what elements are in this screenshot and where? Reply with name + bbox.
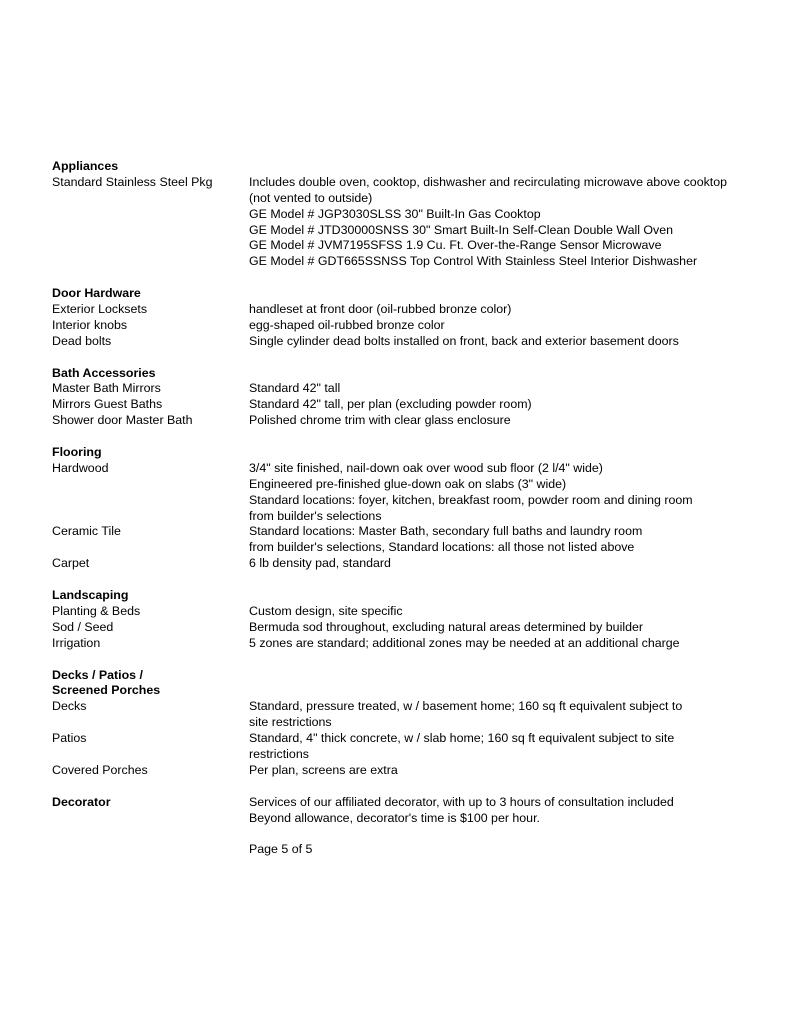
section-heading: Screened Porches	[52, 683, 161, 698]
spec-value: Custom design, site specific	[249, 603, 403, 618]
spec-value: site restrictions	[249, 715, 332, 730]
section-heading-door-hardware	[52, 286, 752, 302]
spec-row-interior-knobs	[52, 318, 752, 334]
spec-row-continuation	[52, 509, 752, 525]
spec-row-continuation	[52, 811, 752, 827]
section-heading: Decks / Patios /	[52, 667, 143, 682]
section-heading: Bath Accessories	[52, 365, 156, 380]
spec-row-continuation	[52, 747, 752, 763]
spec-label: Planting & Beds	[52, 603, 141, 618]
spec-row-hardwood	[52, 461, 752, 477]
section-heading: Landscaping	[52, 588, 129, 603]
spec-label: Irrigation	[52, 635, 101, 650]
section-heading-flooring	[52, 445, 752, 461]
spec-value: Beyond allowance, decorator's time is $100 per hour.	[249, 810, 540, 825]
spec-row-covered-porches	[52, 763, 752, 779]
spec-row-continuation	[52, 715, 752, 731]
spec-row-irrigation	[52, 636, 752, 652]
spec-document	[52, 159, 752, 858]
spec-row-decorator	[52, 795, 752, 811]
spec-value: GE Model # GDT665SSNSS Top Control With Stainless Steel Interior Dishwasher	[249, 254, 698, 269]
spec-value: Includes double oven, cooktop, dishwasher and recirculating microwave above cooktop	[249, 174, 728, 189]
spec-label: Hardwood	[52, 460, 109, 475]
spec-label: Carpet	[52, 556, 90, 571]
spec-label: Shower door Master Bath	[52, 413, 193, 428]
spec-row-dead-bolts	[52, 334, 752, 350]
spec-value: handleset at front door (oil-rubbed bronze color)	[249, 302, 512, 317]
spec-label: Sod / Seed	[52, 619, 114, 634]
section-heading-decks-patios	[52, 668, 752, 684]
section-heading: Decorator	[52, 794, 111, 809]
spec-value: Standard 42" tall, per plan (excluding powder room)	[249, 397, 532, 412]
spec-value: GE Model # JGP3030SLSS 30" Built-In Gas Cooktop	[249, 206, 541, 221]
spec-label: Ceramic Tile	[52, 524, 121, 539]
spec-label: Master Bath Mirrors	[52, 381, 161, 396]
spacer	[52, 652, 752, 668]
spec-value: Standard, 4" thick concrete, w / slab home; 160 sq ft equivalent subject to site	[249, 731, 675, 746]
spec-row-shower-door	[52, 413, 752, 429]
section-heading-landscaping	[52, 588, 752, 604]
spec-value: Bermuda sod throughout, excluding natural areas determined by builder	[249, 619, 643, 634]
page-footer	[52, 842, 752, 858]
spec-row-continuation	[52, 207, 752, 223]
section-heading-bath-accessories	[52, 366, 752, 382]
spacer	[52, 270, 752, 286]
spec-row-master-bath-mirrors	[52, 381, 752, 397]
section-heading: Door Hardware	[52, 286, 141, 301]
spec-value: Standard locations: Master Bath, secondary full baths and laundry room	[249, 524, 643, 539]
spacer	[52, 826, 752, 842]
spec-value: Single cylinder dead bolts installed on front, back and exterior basement doors	[249, 333, 679, 348]
section-heading-screened-porches	[52, 683, 752, 699]
spec-row-patios	[52, 731, 752, 747]
spec-label: Decks	[52, 699, 87, 714]
spec-value: Standard locations: foyer, kitchen, breakfast room, powder room and dining room	[249, 492, 693, 507]
spec-row-stainless-pkg	[52, 175, 752, 191]
spec-row-continuation	[52, 223, 752, 239]
spec-value: GE Model # JVM7195SFSS 1.9 Cu. Ft. Over-the-Range Sensor Microwave	[249, 238, 662, 253]
spec-label: Interior knobs	[52, 317, 128, 332]
spec-label: Dead bolts	[52, 333, 112, 348]
spec-value: Per plan, screens are extra	[249, 762, 398, 777]
spacer	[52, 350, 752, 366]
section-heading-appliances	[52, 159, 752, 175]
spacer	[52, 572, 752, 588]
spec-value: from builder's selections	[249, 508, 382, 523]
spec-label: Mirrors Guest Baths	[52, 397, 163, 412]
spec-value: 3/4" site finished, nail-down oak over wood sub floor (2 l/4" wide)	[249, 460, 603, 475]
spec-row-ceramic-tile	[52, 524, 752, 540]
spec-value: egg-shaped oil-rubbed bronze color	[249, 317, 445, 332]
spec-row-carpet	[52, 556, 752, 572]
section-heading: Appliances	[52, 159, 119, 173]
spec-value: Polished chrome trim with clear glass enclosure	[249, 413, 511, 428]
section-heading: Flooring	[52, 445, 102, 460]
spec-row-continuation	[52, 238, 752, 254]
spec-value: restrictions	[249, 746, 309, 761]
spacer	[52, 429, 752, 445]
spec-value: from builder's selections, Standard locations: all those not listed above	[249, 540, 635, 555]
spec-value: (not vented to outside)	[249, 190, 373, 205]
spec-label: Patios	[52, 731, 87, 746]
spec-value: Standard 42" tall	[249, 381, 341, 396]
spec-value: 5 zones are standard; additional zones may be needed at an additional charge	[249, 635, 680, 650]
spec-row-sod-seed	[52, 620, 752, 636]
spec-value: Services of our affiliated decorator, with up to 3 hours of consultation included	[249, 794, 674, 809]
spec-label: Standard Stainless Steel Pkg	[52, 174, 213, 189]
spec-label: Exterior Locksets	[52, 302, 148, 317]
spec-row-decks	[52, 699, 752, 715]
spec-row-continuation	[52, 493, 752, 509]
page-number: Page 5 of 5	[249, 842, 313, 857]
spec-value: 6 lb density pad, standard	[249, 556, 391, 571]
spec-label: Covered Porches	[52, 762, 148, 777]
spec-row-continuation	[52, 477, 752, 493]
spec-row-exterior-locksets	[52, 302, 752, 318]
spec-row-continuation	[52, 540, 752, 556]
spec-row-continuation	[52, 254, 752, 270]
spec-row-planting-beds	[52, 604, 752, 620]
spacer	[52, 779, 752, 795]
spec-value: Engineered pre-finished glue-down oak on slabs (3" wide)	[249, 476, 567, 491]
spec-value: Standard, pressure treated, w / basement home; 160 sq ft equivalent subject to	[249, 699, 683, 714]
spec-row-continuation	[52, 191, 752, 207]
spec-row-mirrors-guest-baths	[52, 397, 752, 413]
spec-value: GE Model # JTD30000SNSS 30" Smart Built-In Self-Clean Double Wall Oven	[249, 222, 674, 237]
